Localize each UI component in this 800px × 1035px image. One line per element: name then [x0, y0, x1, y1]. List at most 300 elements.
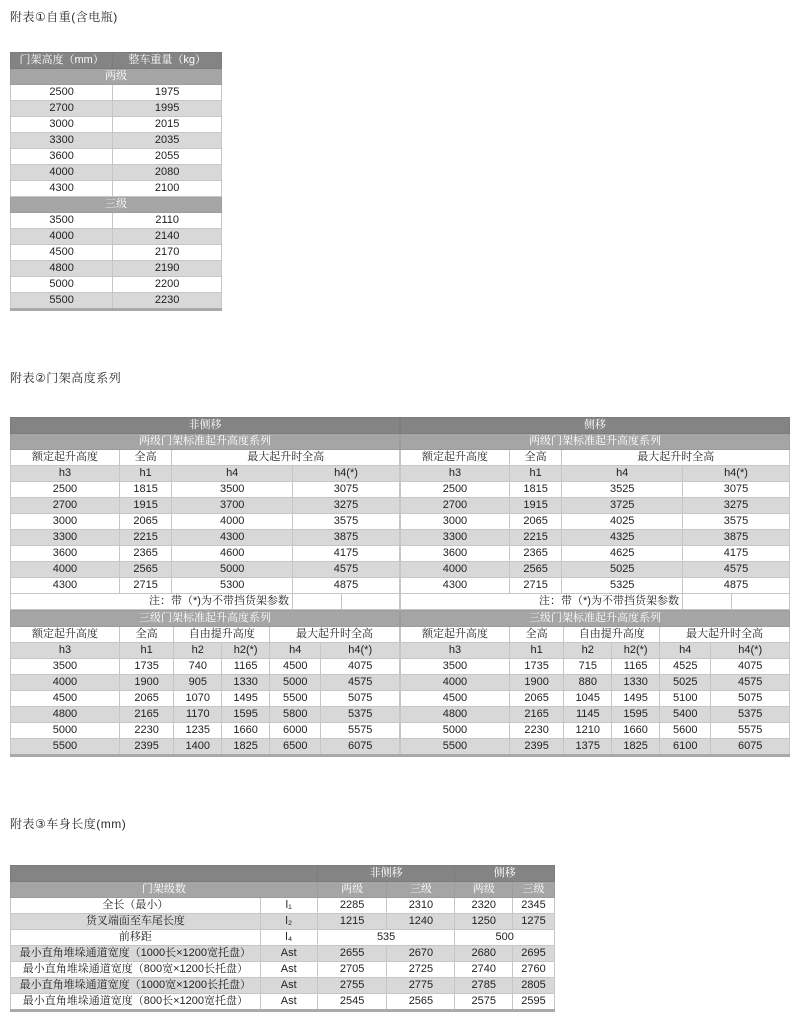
- value-cell: 4800: [11, 707, 120, 723]
- table-row: [401, 466, 790, 482]
- value-cell: 1070: [174, 691, 222, 707]
- three-stage-table: [400, 610, 790, 757]
- table-row: [11, 165, 222, 181]
- table-row: [11, 466, 400, 482]
- value-cell: 1400: [174, 739, 222, 756]
- table-row: [11, 691, 400, 707]
- table-row: [401, 450, 790, 466]
- sideshift-half: [400, 417, 790, 757]
- column-header-cell: 三级: [513, 882, 555, 898]
- table-row: [11, 245, 222, 261]
- column-header-cell: 门架高度（mm）: [11, 53, 113, 69]
- value-cell: 2680: [455, 946, 513, 962]
- value-cell: 2715: [509, 578, 562, 594]
- value-cell: 1660: [612, 723, 660, 739]
- value-cell: 5500: [11, 739, 120, 756]
- empty-cell: [341, 594, 399, 610]
- row-label-cell: 前移距: [11, 930, 261, 946]
- self-weight-table-container: [10, 52, 222, 311]
- column-header-cell: h2: [564, 643, 612, 659]
- table2-title: 附表②门架高度系列: [10, 371, 122, 385]
- value-cell: 1235: [174, 723, 222, 739]
- non-sideshift-half: [10, 417, 400, 757]
- value-cell: 5500: [270, 691, 321, 707]
- value-cell: 3600: [401, 546, 510, 562]
- table-row: [401, 514, 790, 530]
- symbol-cell: Ast: [260, 994, 317, 1011]
- value-cell: 2395: [509, 739, 563, 756]
- value-cell: 2065: [509, 691, 563, 707]
- table-row: [11, 482, 400, 498]
- note-cell: 注：带（*)为不带挡货架参数: [401, 594, 683, 610]
- value-cell: 2785: [455, 978, 513, 994]
- column-header-cell: h4(*): [711, 643, 790, 659]
- value-cell: 2230: [509, 723, 563, 739]
- value-cell: 5600: [660, 723, 711, 739]
- value-cell: 4575: [711, 675, 790, 691]
- table-row: [11, 946, 555, 962]
- column-header-cell: h4(*): [292, 466, 399, 482]
- value-cell: 5500: [401, 739, 510, 756]
- column-header-cell: h2(*): [612, 643, 660, 659]
- table-row: [11, 627, 400, 643]
- table-row: [11, 675, 400, 691]
- value-cell: 4600: [172, 546, 293, 562]
- table-row: [401, 643, 790, 659]
- value-cell: 4875: [292, 578, 399, 594]
- value-cell: 1250: [455, 914, 513, 930]
- value-cell: 2230: [119, 723, 173, 739]
- value-cell: 2055: [113, 149, 222, 165]
- table-row: [11, 213, 222, 229]
- value-cell: 500: [455, 930, 555, 946]
- column-header-cell: h1: [509, 466, 562, 482]
- value-cell: 2100: [113, 181, 222, 197]
- value-cell: 2715: [119, 578, 172, 594]
- value-cell: 2700: [11, 498, 120, 514]
- value-cell: 4000: [11, 675, 120, 691]
- value-cell: 1595: [612, 707, 660, 723]
- value-cell: 1825: [612, 739, 660, 756]
- row-label-cell: 最小直角堆垛通道宽度（1000宽×1200长托盘）: [11, 978, 261, 994]
- value-cell: 5025: [660, 675, 711, 691]
- column-header-cell: 两级: [455, 882, 513, 898]
- column-header-cell: h4: [562, 466, 683, 482]
- table-row: [401, 546, 790, 562]
- value-cell: 4000: [172, 514, 293, 530]
- body-length-table-container: [10, 865, 555, 1012]
- column-header-cell: h2(*): [222, 643, 270, 659]
- column-header-cell: h1: [119, 466, 172, 482]
- value-cell: 5075: [321, 691, 400, 707]
- column-header-cell: h1: [509, 643, 563, 659]
- table-row: [11, 578, 400, 594]
- table-row: [11, 866, 555, 882]
- value-cell: 4500: [401, 691, 510, 707]
- symbol-cell: Ast: [260, 962, 317, 978]
- column-header-cell: 两级: [317, 882, 387, 898]
- two-stage-table: [400, 417, 790, 610]
- value-cell: 6500: [270, 739, 321, 756]
- table-row: [11, 277, 222, 293]
- value-cell: 2670: [387, 946, 455, 962]
- value-cell: 2365: [509, 546, 562, 562]
- value-cell: 2595: [513, 994, 555, 1011]
- value-cell: 3600: [11, 149, 113, 165]
- value-cell: 2170: [113, 245, 222, 261]
- table-row: [11, 229, 222, 245]
- column-header-cell: 全高: [119, 627, 173, 643]
- value-cell: 2755: [317, 978, 387, 994]
- value-cell: 4300: [401, 578, 510, 594]
- value-cell: 1165: [612, 659, 660, 675]
- column-header-cell: 门架级数: [11, 882, 318, 898]
- value-cell: 4025: [562, 514, 683, 530]
- value-cell: 3500: [401, 659, 510, 675]
- value-cell: 4575: [682, 562, 789, 578]
- value-cell: 2655: [317, 946, 387, 962]
- symbol-cell: l₁: [260, 898, 317, 914]
- value-cell: 740: [174, 659, 222, 675]
- value-cell: 2760: [513, 962, 555, 978]
- value-cell: 2080: [113, 165, 222, 181]
- value-cell: 4575: [292, 562, 399, 578]
- value-cell: 4300: [172, 530, 293, 546]
- value-cell: 4625: [562, 546, 683, 562]
- value-cell: 1375: [564, 739, 612, 756]
- row-label-cell: 最小直角堆垛通道宽度（800宽×1200长托盘）: [11, 962, 261, 978]
- section-header-cell: 两级门架标准起升高度系列: [401, 434, 790, 450]
- group-header-cell: 非侧移: [317, 866, 455, 882]
- table-row: [11, 994, 555, 1011]
- value-cell: 1660: [222, 723, 270, 739]
- value-cell: 4575: [321, 675, 400, 691]
- table-row: [11, 723, 400, 739]
- value-cell: 2500: [401, 482, 510, 498]
- value-cell: 3075: [292, 482, 399, 498]
- value-cell: 5375: [711, 707, 790, 723]
- value-cell: 6075: [711, 739, 790, 756]
- empty-cell: [731, 594, 789, 610]
- column-header-cell: 额定起升高度: [401, 450, 510, 466]
- value-cell: 3300: [11, 133, 113, 149]
- value-cell: 2140: [113, 229, 222, 245]
- column-header-cell: 最大起升时全高: [660, 627, 790, 643]
- empty-cell: [682, 594, 731, 610]
- value-cell: 1900: [509, 675, 563, 691]
- section-header-cell: 三级: [11, 197, 222, 213]
- value-cell: 3525: [562, 482, 683, 498]
- value-cell: 1215: [317, 914, 387, 930]
- value-cell: 2395: [119, 739, 173, 756]
- value-cell: 5000: [11, 277, 113, 293]
- value-cell: 2215: [119, 530, 172, 546]
- column-header-cell: 额定起升高度: [401, 627, 510, 643]
- value-cell: 3500: [172, 482, 293, 498]
- value-cell: 2065: [509, 514, 562, 530]
- column-header-cell: h1: [119, 643, 173, 659]
- value-cell: 4500: [11, 691, 120, 707]
- value-cell: 4175: [682, 546, 789, 562]
- column-header-cell: 自由提升高度: [174, 627, 270, 643]
- table-row: [11, 898, 555, 914]
- value-cell: 3275: [682, 498, 789, 514]
- value-cell: 1240: [387, 914, 455, 930]
- table-row: [401, 482, 790, 498]
- value-cell: 3075: [682, 482, 789, 498]
- value-cell: 6100: [660, 739, 711, 756]
- table-row: [401, 739, 790, 756]
- table-row: [11, 707, 400, 723]
- column-header-cell: 全高: [509, 450, 562, 466]
- value-cell: 2805: [513, 978, 555, 994]
- table-row: [11, 914, 555, 930]
- value-cell: 2035: [113, 133, 222, 149]
- table1-title: 附表①自重(含电瓶): [10, 10, 118, 24]
- table-row: [11, 101, 222, 117]
- value-cell: 1735: [509, 659, 563, 675]
- value-cell: 2190: [113, 261, 222, 277]
- column-header-cell: h3: [11, 466, 120, 482]
- value-cell: 1170: [174, 707, 222, 723]
- table-row: [401, 418, 790, 434]
- value-cell: 1145: [564, 707, 612, 723]
- value-cell: 1900: [119, 675, 173, 691]
- value-cell: 905: [174, 675, 222, 691]
- column-header-cell: 额定起升高度: [11, 627, 120, 643]
- value-cell: 4000: [11, 562, 120, 578]
- value-cell: 2700: [11, 101, 113, 117]
- value-cell: 2230: [113, 293, 222, 310]
- value-cell: 6075: [321, 739, 400, 756]
- value-cell: 5000: [11, 723, 120, 739]
- table-row: [11, 498, 400, 514]
- value-cell: 2165: [119, 707, 173, 723]
- empty-cell: [292, 594, 341, 610]
- table-row: [401, 594, 790, 610]
- section-header-cell: 三级门架标准起升高度系列: [11, 611, 400, 627]
- table3-title: 附表③车身长度(mm): [10, 817, 127, 831]
- column-header-cell: h4: [172, 466, 293, 482]
- value-cell: 5300: [172, 578, 293, 594]
- value-cell: 2500: [11, 85, 113, 101]
- value-cell: 4300: [11, 181, 113, 197]
- table-row: [401, 611, 790, 627]
- value-cell: 4075: [711, 659, 790, 675]
- value-cell: 5575: [321, 723, 400, 739]
- table-row: [11, 930, 555, 946]
- value-cell: 2320: [455, 898, 513, 914]
- value-cell: 2705: [317, 962, 387, 978]
- group-header-cell: 侧移: [401, 418, 790, 434]
- column-header-cell: 全高: [119, 450, 172, 466]
- value-cell: 2545: [317, 994, 387, 1011]
- value-cell: 4800: [11, 261, 113, 277]
- value-cell: 4075: [321, 659, 400, 675]
- value-cell: 2740: [455, 962, 513, 978]
- value-cell: 1815: [119, 482, 172, 498]
- table-row: [401, 498, 790, 514]
- value-cell: 1735: [119, 659, 173, 675]
- value-cell: 5500: [11, 293, 113, 310]
- table-row: [401, 691, 790, 707]
- value-cell: 3300: [11, 530, 120, 546]
- table-row: [11, 882, 555, 898]
- column-header-cell: h3: [401, 466, 510, 482]
- empty-header-cell: [11, 866, 318, 882]
- table-row: [11, 434, 400, 450]
- column-header-cell: h4(*): [321, 643, 400, 659]
- value-cell: 5575: [711, 723, 790, 739]
- table-row: [11, 149, 222, 165]
- value-cell: 4875: [682, 578, 789, 594]
- value-cell: 1495: [222, 691, 270, 707]
- column-header-cell: 三级: [387, 882, 455, 898]
- column-header-cell: 最大起升时全高: [562, 450, 790, 466]
- value-cell: 4000: [401, 675, 510, 691]
- value-cell: 1210: [564, 723, 612, 739]
- table-row: [401, 578, 790, 594]
- value-cell: 1330: [612, 675, 660, 691]
- value-cell: 3575: [292, 514, 399, 530]
- column-header-cell: 额定起升高度: [11, 450, 120, 466]
- column-header-cell: 最大起升时全高: [172, 450, 400, 466]
- value-cell: 1815: [509, 482, 562, 498]
- value-cell: 1995: [113, 101, 222, 117]
- table-row: [11, 594, 400, 610]
- row-label-cell: 最小直角堆垛通道宽度（1000长×1200宽托盘）: [11, 946, 261, 962]
- value-cell: 2700: [401, 498, 510, 514]
- table-row: [401, 530, 790, 546]
- value-cell: 3000: [11, 514, 120, 530]
- table-row: [11, 293, 222, 310]
- value-cell: 4325: [562, 530, 683, 546]
- table-row: [401, 627, 790, 643]
- value-cell: 5000: [270, 675, 321, 691]
- value-cell: 2310: [387, 898, 455, 914]
- table-row: [11, 962, 555, 978]
- value-cell: 2065: [119, 691, 173, 707]
- value-cell: 4300: [11, 578, 120, 594]
- value-cell: 880: [564, 675, 612, 691]
- table-row: [11, 450, 400, 466]
- value-cell: 4525: [660, 659, 711, 675]
- value-cell: 1915: [509, 498, 562, 514]
- column-header-cell: h4: [270, 643, 321, 659]
- value-cell: 4000: [401, 562, 510, 578]
- value-cell: 5000: [401, 723, 510, 739]
- table-row: [11, 117, 222, 133]
- body-length-table: [10, 865, 555, 1012]
- three-stage-table: [10, 610, 400, 757]
- symbol-cell: Ast: [260, 978, 317, 994]
- value-cell: 2345: [513, 898, 555, 914]
- value-cell: 3875: [292, 530, 399, 546]
- table-row: [11, 546, 400, 562]
- value-cell: 5800: [270, 707, 321, 723]
- section-header-cell: 三级门架标准起升高度系列: [401, 611, 790, 627]
- value-cell: 1165: [222, 659, 270, 675]
- value-cell: 1825: [222, 739, 270, 756]
- table-row: [11, 181, 222, 197]
- table-row: [401, 707, 790, 723]
- value-cell: 5000: [172, 562, 293, 578]
- value-cell: 2695: [513, 946, 555, 962]
- column-header-cell: h3: [11, 643, 120, 659]
- table-row: [401, 562, 790, 578]
- value-cell: 2110: [113, 213, 222, 229]
- value-cell: 5400: [660, 707, 711, 723]
- table-row: [11, 659, 400, 675]
- value-cell: 715: [564, 659, 612, 675]
- value-cell: 2200: [113, 277, 222, 293]
- value-cell: 4000: [11, 229, 113, 245]
- table-row: [11, 261, 222, 277]
- column-header-cell: h4: [660, 643, 711, 659]
- value-cell: 3000: [11, 117, 113, 133]
- value-cell: 2215: [509, 530, 562, 546]
- table-row: [11, 197, 222, 213]
- column-header-cell: h4(*): [682, 466, 789, 482]
- column-header-cell: h2: [174, 643, 222, 659]
- two-stage-table: [10, 417, 400, 610]
- value-cell: 4500: [11, 245, 113, 261]
- table-row: [11, 133, 222, 149]
- value-cell: 3725: [562, 498, 683, 514]
- value-cell: 5325: [562, 578, 683, 594]
- value-cell: 4500: [270, 659, 321, 675]
- value-cell: 1330: [222, 675, 270, 691]
- value-cell: 2285: [317, 898, 387, 914]
- group-header-cell: 侧移: [455, 866, 555, 882]
- value-cell: 3875: [682, 530, 789, 546]
- table-row: [11, 69, 222, 85]
- value-cell: 3275: [292, 498, 399, 514]
- value-cell: 4175: [292, 546, 399, 562]
- value-cell: 5375: [321, 707, 400, 723]
- row-label-cell: 货叉端面至车尾长度: [11, 914, 261, 930]
- section-header-cell: 两级门架标准起升高度系列: [11, 434, 400, 450]
- value-cell: 2565: [509, 562, 562, 578]
- value-cell: 6000: [270, 723, 321, 739]
- value-cell: 5025: [562, 562, 683, 578]
- symbol-cell: l₂: [260, 914, 317, 930]
- value-cell: 2365: [119, 546, 172, 562]
- value-cell: 3575: [682, 514, 789, 530]
- column-header-cell: 全高: [509, 627, 563, 643]
- column-header-cell: 最大起升时全高: [270, 627, 400, 643]
- symbol-cell: Ast: [260, 946, 317, 962]
- table-row: [401, 659, 790, 675]
- value-cell: 1495: [612, 691, 660, 707]
- value-cell: 2500: [11, 482, 120, 498]
- column-header-cell: h3: [401, 643, 510, 659]
- table-row: [11, 53, 222, 69]
- section-header-cell: 两级: [11, 69, 222, 85]
- value-cell: 4800: [401, 707, 510, 723]
- group-header-cell: 非侧移: [11, 418, 400, 434]
- value-cell: 2065: [119, 514, 172, 530]
- table-row: [11, 530, 400, 546]
- value-cell: 3300: [401, 530, 510, 546]
- table-row: [401, 723, 790, 739]
- value-cell: 3500: [11, 659, 120, 675]
- self-weight-table: [10, 52, 222, 311]
- value-cell: 1045: [564, 691, 612, 707]
- value-cell: 3500: [11, 213, 113, 229]
- column-header-cell: 整车重量（kg）: [113, 53, 222, 69]
- value-cell: 5075: [711, 691, 790, 707]
